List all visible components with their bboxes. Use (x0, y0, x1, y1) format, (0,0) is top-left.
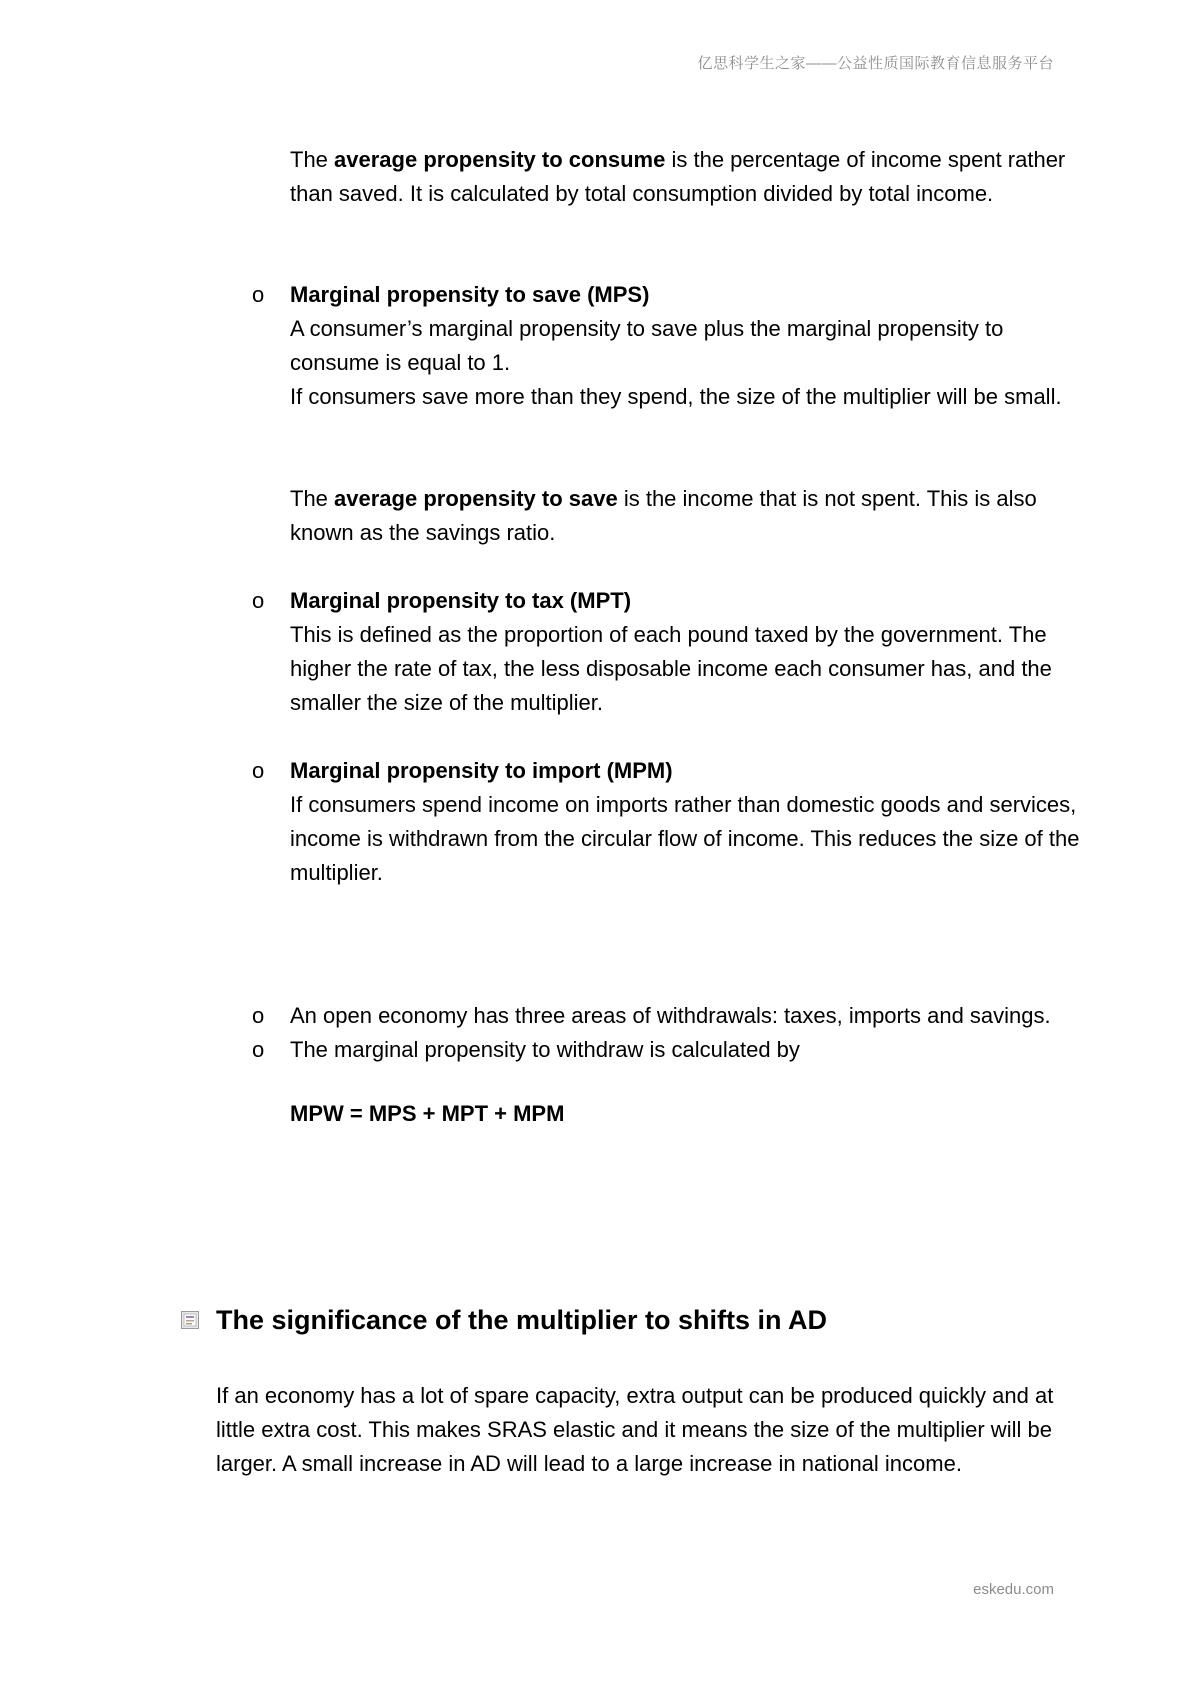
page-header-site-title: 亿思科学生之家——公益性质国际教育信息服务平台 (697, 55, 1054, 72)
mps-bullet: o (252, 282, 265, 307)
mps-line2: If consumers save more than they spend, the size of the multiplier will be small. (290, 384, 1062, 409)
mpt-bullet: o (252, 588, 265, 613)
mpm-bullet: o (252, 758, 265, 783)
apc-rest: is the percentage of income spent rather than saved. It is calculated by total consumption divided by total income. (290, 147, 1066, 206)
aps-term: average propensity to save (334, 486, 618, 511)
aps-lead: The (290, 486, 335, 511)
mpw-formula: MPW = MPS + MPT + MPM (290, 1101, 565, 1126)
aps-paragraph (290, 482, 1090, 550)
aps-rest: is the income that is not spent. This is also known as the savings ratio. (290, 486, 1037, 545)
open-economy-text: An open economy has three areas of withdrawals: taxes, imports and savings. (290, 1003, 1051, 1028)
mpt-title: Marginal propensity to tax (MPT) (290, 588, 632, 613)
mps-line1: A consumer’s marginal propensity to save plus the marginal propensity to consume is equal to 1. (290, 316, 1004, 375)
mpm-title: Marginal propensity to import (MPM) (290, 758, 673, 783)
apc-term: average propensity to consume (334, 147, 666, 172)
document-icon (181, 1311, 199, 1329)
apc-lead: The (290, 147, 335, 172)
mpm-body: If consumers spend income on imports rather than domestic goods and services, income is withdrawn from the circular flow of income. This reduces the size of the multiplier. (290, 792, 1080, 885)
page-footer-site: eskedu.com (973, 1581, 1054, 1598)
mpt-body: This is defined as the proportion of each pound taxed by the government. The higher the rate of tax, the less disposable income each consumer has, and the smaller the size of the multiplier. (290, 622, 1052, 715)
section-heading: The significance of the multiplier to shifts in AD (216, 1305, 828, 1335)
section-body: If an economy has a lot of spare capacity, extra output can be produced quickly and at little extra cost. This makes SRAS elastic and it means the size of the multiplier will be larger. A small increase in AD will lead to a large increase in national income. (216, 1383, 1054, 1476)
mpw-bullet: o (252, 1037, 265, 1062)
mpw-text: The marginal propensity to withdraw is calculated by (290, 1037, 800, 1062)
apc-paragraph (290, 143, 1090, 211)
open-economy-bullet: o (252, 1003, 265, 1028)
mps-title: Marginal propensity to save (MPS) (290, 282, 650, 307)
